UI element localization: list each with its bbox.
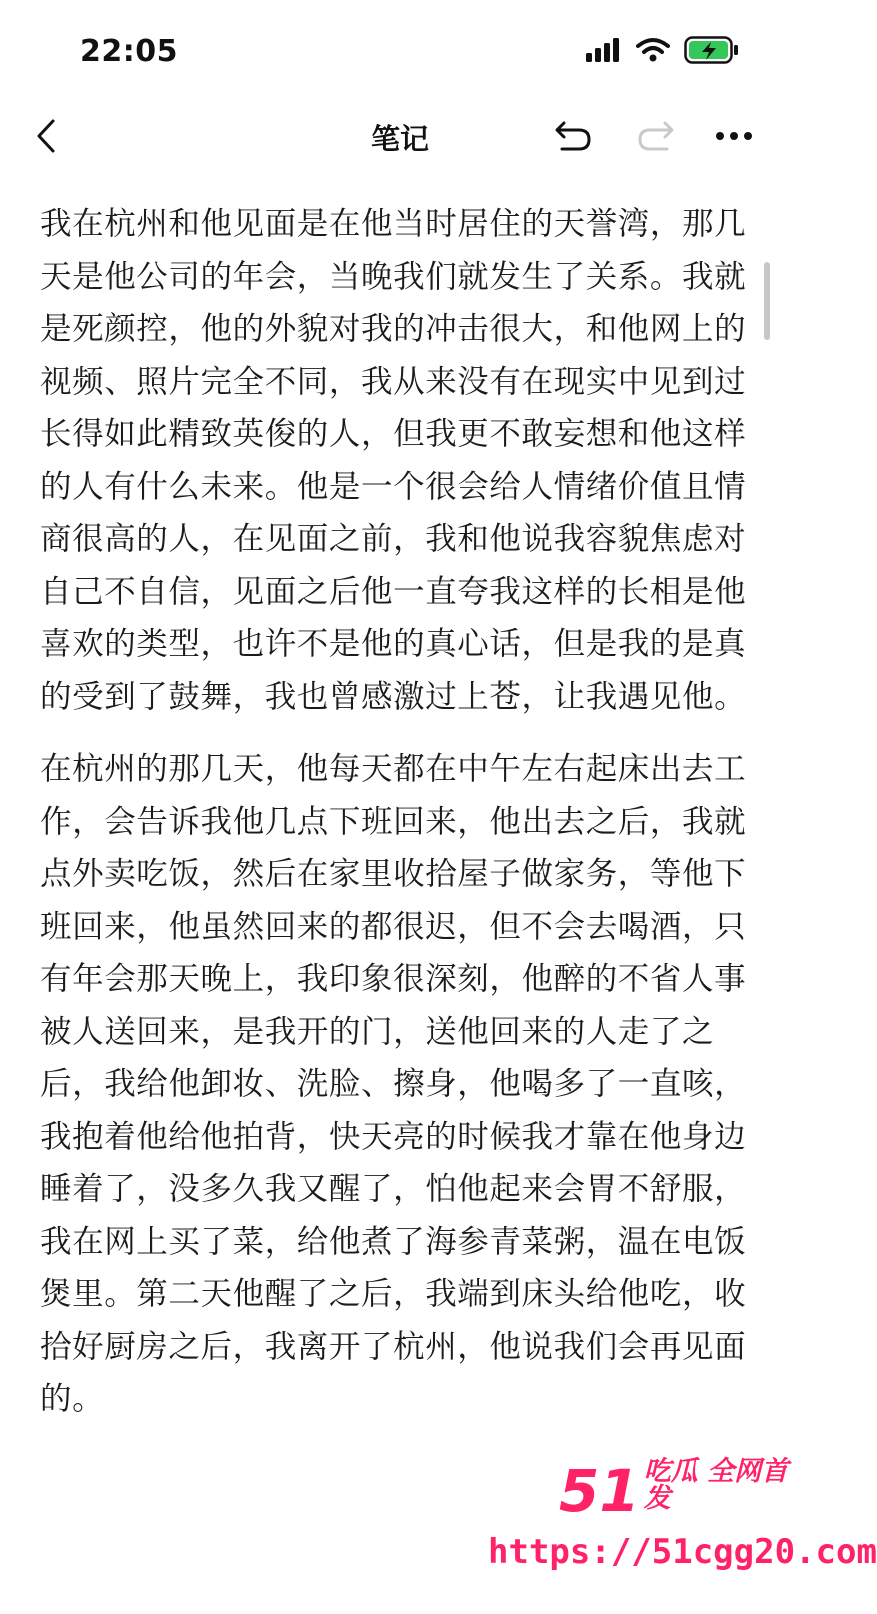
wifi-icon xyxy=(636,37,670,63)
undo-icon xyxy=(554,117,594,155)
battery-charging-icon xyxy=(684,36,740,64)
more-button[interactable] xyxy=(712,114,756,158)
watermark-tagline: 吃瓜 全网首发 xyxy=(643,1456,789,1514)
status-bar xyxy=(0,0,800,100)
status-icons xyxy=(586,36,740,64)
back-button[interactable] xyxy=(24,114,68,158)
redo-button[interactable] xyxy=(633,114,677,158)
nav-bar xyxy=(0,100,800,172)
scrollbar[interactable] xyxy=(764,262,770,340)
note-paragraph-1: 我在杭州和他见面是在他当时居住的天誉湾，那几天是他公司的年会，当晚我们就发生了关系。我就是死颜控，他的外貌对我的冲击很大，和他网上的视频、照片完全不同，我从来没有在现实中见到过长得如此精致英俊的人，但我更不敢妄想和他这样的人有什么未来。他是一个很会给人情绪价值且情商很高的人，在见面之前，我和他说我容貌焦虑对自己不自信，见面之后他一直夸我这样的长相是他喜欢的类型，也许不是他的真心话，但是我的是真的受到了鼓舞，我也曾感激过上苍，让我遇见他。 xyxy=(40,206,747,715)
cellular-signal-icon xyxy=(586,38,622,62)
status-time: 22:05 xyxy=(80,34,178,69)
undo-button[interactable] xyxy=(552,114,596,158)
watermark-number: 51 xyxy=(559,1457,640,1525)
site-watermark xyxy=(484,1450,877,1600)
note-paragraph-2: 在杭州的那几天，他每天都在中午左右起床出去工作，会告诉我他几点下班回来，他出去之后，我就点外卖吃饭，然后在家里收拾屋子做家务，等他下班回来，他虽然回来的都很迟，但不会去喝酒，只有年会那天晚上，我印象很深刻，他醉的不省人事被人送回来，是我开的门，送他回来的人走了之后，我给他卸妆、洗脸、擦身，他喝多了一直咳，我抱着他给他拍背，快天亮的时候我才靠在他身边睡着了，没多久我又醒了，怕他起来会胃不舒服，我在网上买了菜，给他煮了海参青菜粥，温在电饭煲里。第二天他醒了之后，我端到床头给他吃，收拾好厨房之后，我离开了杭州，他说我们会再见面的。 xyxy=(40,751,747,1417)
back-chevron-icon xyxy=(34,118,58,154)
watermark-url: https://51cgg20.com xyxy=(488,1532,877,1572)
redo-icon xyxy=(635,117,675,155)
page-title: 笔记 xyxy=(370,122,429,156)
note-body[interactable] xyxy=(40,198,760,1446)
more-icon xyxy=(715,131,753,141)
